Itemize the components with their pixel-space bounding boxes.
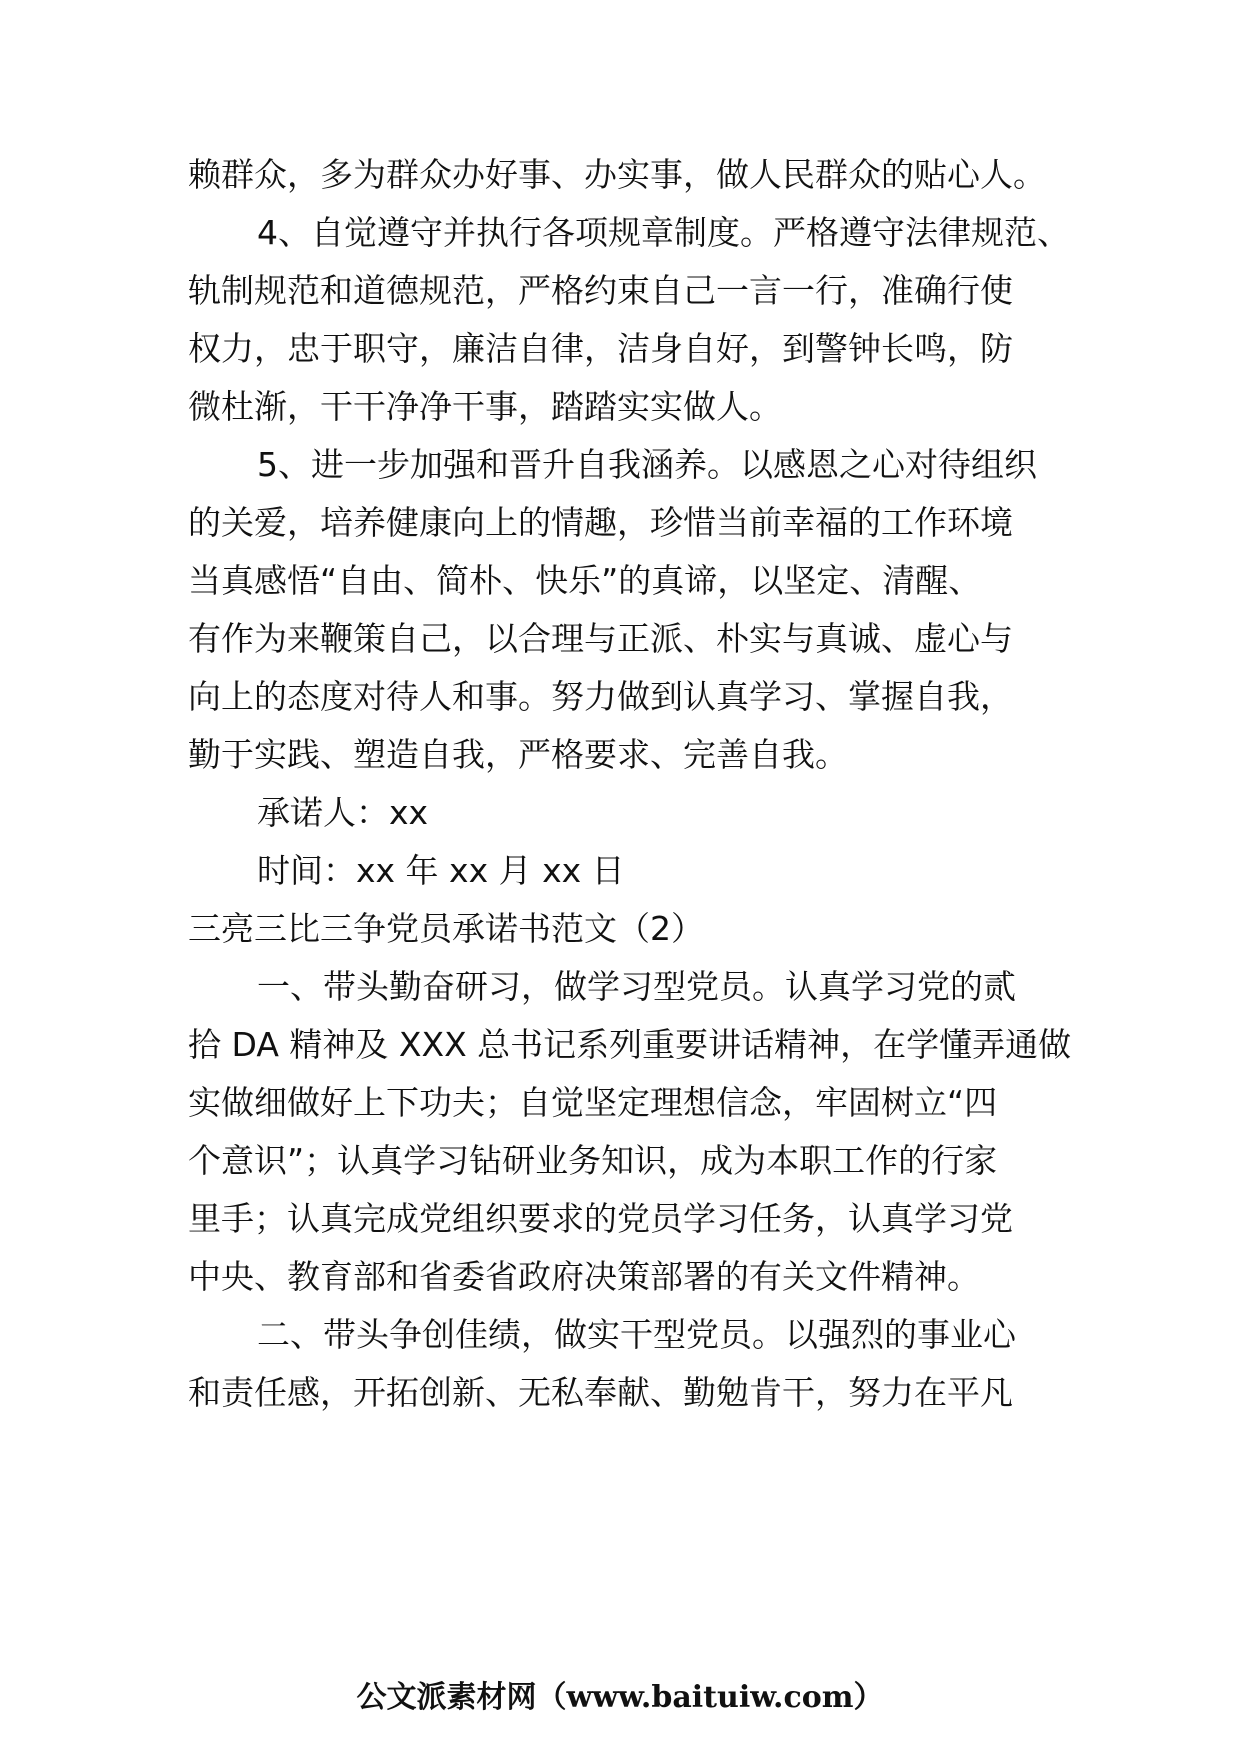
- text-line: 个意识”；认真学习钻研业务知识，成为本职工作的行家: [188, 1141, 998, 1180]
- text-line: 5、进一步加强和晋升自我涵养。以感恩之心对待组织: [257, 445, 1037, 484]
- text-line: 中央、教育部和省委省政府决策部署的有关文件精神。: [188, 1257, 980, 1296]
- text-line: 向上的态度对待人和事。努力做到认真学习、掌握自我，: [188, 677, 1013, 716]
- text-line: 赖群众，多为群众办好事、办实事，做人民群众的贴心人。: [188, 155, 1046, 194]
- text-line: 的关爱，培养健康向上的情趣，珍惜当前幸福的工作环境: [188, 503, 1013, 542]
- page-footer: 公文派素材网（www.baituiw.com）: [356, 1680, 884, 1715]
- text-line: 一、带头勤奋研习，做学习型党员。认真学习党的贰: [257, 967, 1016, 1006]
- section-heading: 三亮三比三争党员承诺书范文（2）: [188, 909, 704, 948]
- text-line: 实做细做好上下功夫；自觉坚定理想信念，牢固树立“四: [188, 1083, 998, 1122]
- signatory-line: 承诺人：xx: [257, 793, 429, 832]
- text-line: 4、自觉遵守并执行各项规章制度。严格遵守法律规范、: [257, 213, 1070, 252]
- text-line: 微杜渐，干干净净干事，踏踏实实做人。: [188, 387, 782, 426]
- text-line: 当真感悟“自由、简朴、快乐”的真谛，以坚定、清醒、: [188, 561, 982, 600]
- text-line: 轨制规范和道德规范，严格约束自己一言一行，准确行使: [188, 271, 1013, 310]
- text-line: 二、带头争创佳绩，做实干型党员。以强烈的事业心: [257, 1315, 1016, 1354]
- text-line: 拾 DA 精神及 XXX 总书记系列重要讲话精神，在学懂弄通做: [188, 1025, 1072, 1064]
- text-line: 权力，忠于职守，廉洁自律，洁身自好，到警钟长鸣，防: [188, 329, 1013, 368]
- date-line: 时间：xx 年 xx 月 xx 日: [257, 851, 625, 890]
- text-line: 和责任感，开拓创新、无私奉献、勤勉肯干，努力在平凡: [188, 1373, 1013, 1412]
- text-line: 有作为来鞭策自己，以合理与正派、朴实与真诚、虚心与: [188, 619, 1013, 658]
- text-line: 勤于实践、塑造自我，严格要求、完善自我。: [188, 735, 848, 774]
- text-line: 里手；认真完成党组织要求的党员学习任务，认真学习党: [188, 1199, 1013, 1238]
